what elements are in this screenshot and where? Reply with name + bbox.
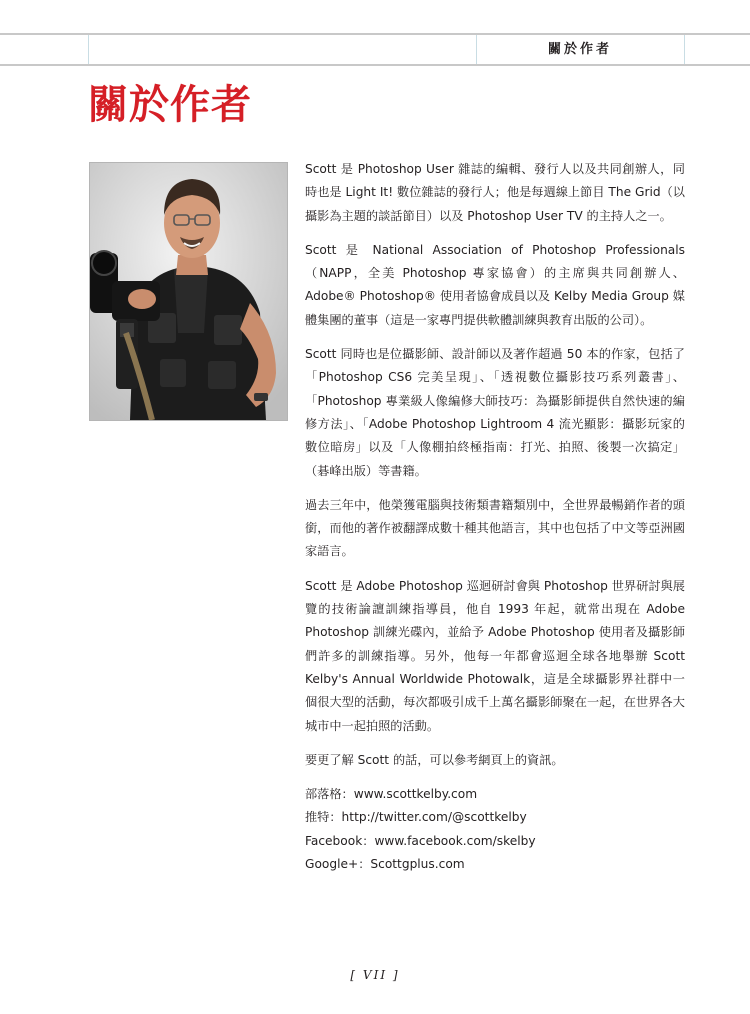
facebook-link[interactable]: Facebook：www.facebook.com/skelby [305,833,536,848]
bio-paragraph: 要更了解 Scott 的話，可以參考網頁上的資訊。 [305,752,564,767]
author-photo [89,162,288,421]
bio-paragraph: 過去三年中，他榮獲電腦與技術類書籍類別中，全世界最暢銷作者的頭銜，而他的著作被翻譯成數十種其他語言，其中也包括了中文等亞洲國家語言。 [305,497,685,559]
header-divider [684,35,685,64]
page-title: 關於作者 [88,82,252,128]
header-divider [88,35,89,64]
page-number: [ VII ] [350,968,400,982]
running-header [0,33,750,66]
author-bio [305,158,685,876]
google-plus-link[interactable]: Google+：Scottgplus.com [305,857,465,872]
bio-paragraph: Scott 是 National Association of Photoshop Professionals（NAPP，全美 Photoshop 專家協會）的主席與共同創辦人、Adobe® Photoshop® 使用者協會成員以及 Kelby Media Group 媒體集團的董事（這是一家專門提供軟體訓練與教育出版的公司）。 [305,242,685,327]
bio-paragraph: Scott 是 Adobe Photoshop 巡迴研討會與 Photoshop 世界研討與展覽的技術論譠訓練指導員，他自 1993 年起，就常出現在 Adobe Photoshop 訓練光碟內，並給予 Adobe Photoshop 使用者及攝影師們許多的訓練指導。另外，他每一年都會巡迴全球各地舉辦 Scott Kelby's Annual Worldwide Photowalk，這是全球攝影界社群中一個很大型的活動，每次都吸引成千上萬名攝影師聚在一起，在世界各大城市中一起拍照的活動。 [305,578,685,733]
bio-paragraph: Scott 同時也是位攝影師、設計師以及著作超過 50 本的作家，包括了「Photoshop CS6 完美呈現」、「透視數位攝影技巧系列叢書」、「Photoshop 專業級人像編修大師技巧：為攝影師提供自然快速的編修方法」、「Adobe Photoshop Lightroom 4 流光顯影：攝影玩家的數位暗房」以及「人像棚拍終極指南：打光、拍照、後製一次搞定」（碁峰出版）等書籍。 [305,347,685,478]
running-head-title: 關於作者 [547,42,612,57]
blog-link[interactable]: 部落格：www.scottkelby.com [305,787,478,802]
bio-paragraph: Scott 是 Photoshop User 雜誌的編輯、發行人以及共同創辦人，同時也是 Light It! 數位雜誌的發行人；他是每週線上節目 The Grid（以攝影為主題的談話節目）以及 Photoshop User TV 的主持人之一。 [305,162,685,223]
twitter-link[interactable]: 推特：http://twitter.com/@scottkelby [305,810,527,825]
author-links [305,783,685,876]
